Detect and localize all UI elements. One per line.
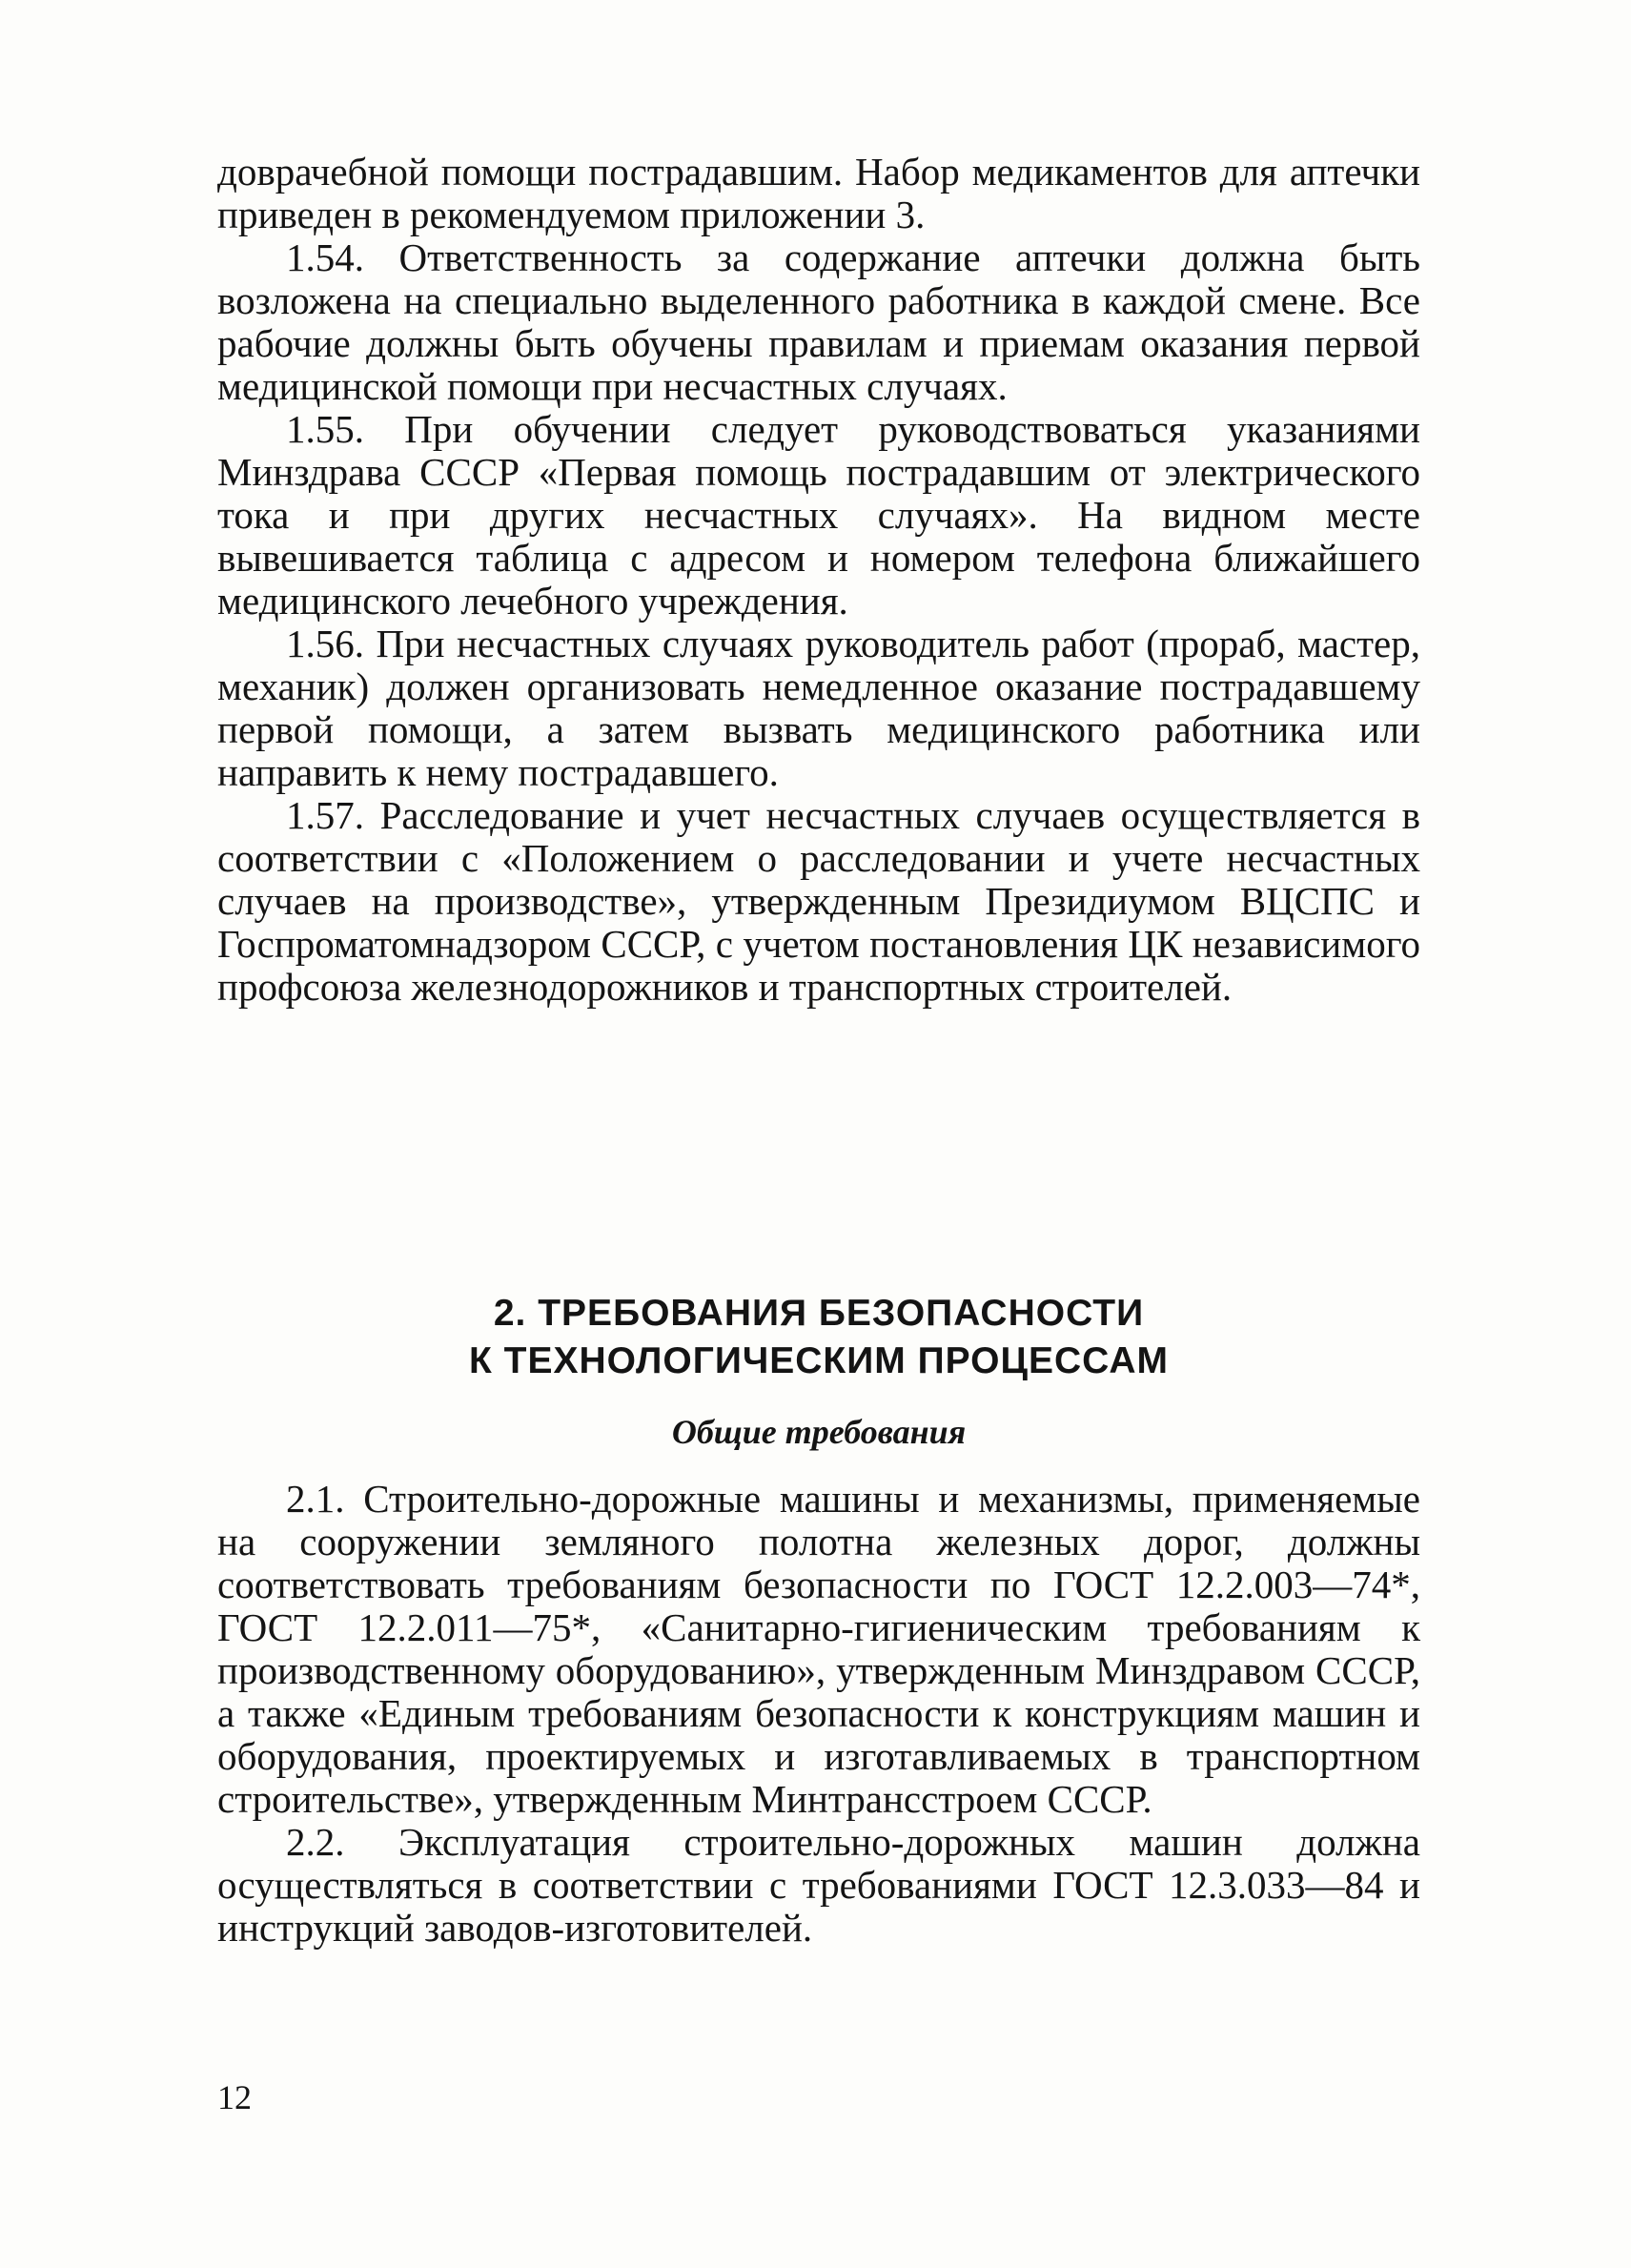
- page-number: 12: [217, 2078, 252, 2116]
- paragraph-1-57: 1.57. Расследование и учет несчастных случаев осуществляется в соответствии с «Положением о расследовании и учете несчастных случаев на производстве», утвержденным Президиумом ВЦСПС и Госпроматомнадзором СССР, с учетом постановления ЦК независимого профсоюза железнодорожников и транспортных строителей.: [217, 793, 1420, 1009]
- section-title: [217, 1290, 1420, 1385]
- paragraph-1-55: 1.55. При обучении следует руководствоваться указаниями Минздрава СССР «Первая помощь пострадавшим от электрического тока и при других несчастных случаях». На видном месте вывешивается таблица с адресом и номером телефона ближайшего медицинского лечебного учреждения.: [217, 407, 1420, 623]
- section-title-line-1: 2. ТРЕБОВАНИЯ БЕЗОПАСНОСТИ: [493, 1293, 1145, 1334]
- paragraph-2-2: 2.2. Эксплуатация строительно-дорожных машин должна осуществляться в соответствии с требованиями ГОСТ 12.3.033—84 и инструкций заводов-изготовителей.: [217, 1820, 1420, 1950]
- section-title-line-2: К ТЕХНОЛОГИЧЕСКИМ ПРОЦЕССАМ: [469, 1340, 1169, 1381]
- text-block-top: [217, 151, 1420, 1009]
- paragraph-2-1: 2.1. Строительно-дорожные машины и механизмы, применяемые на сооружении земляного полотна железных дорог, должны соответствовать требованиям безопасности по ГОСТ 12.2.003—74*, ГОСТ 12.2.011—75*, «Санитарно-гигиеническим требованиям к производственному оборудованию», утвержденным Минздравом СССР, а также «Единым требованиям безопасности к конструкциям машин и оборудования, проектируемых и изготавливаемых в транспортном строительстве», утвержденным Минтрансстроем СССР.: [217, 1477, 1420, 1821]
- paragraph-1-54: 1.54. Ответственность за содержание аптечки должна быть возложена на специально выделенного работника в каждой смене. Все рабочие должны быть обучены правилам и приемам оказания первой медицинской помощи при несчастных случаях.: [217, 235, 1420, 408]
- paragraph-1-56: 1.56. При несчастных случаях руководитель работ (прораб, мастер, механик) должен организовать немедленное оказание пострадавшему первой помощи, а затем вызвать медицинского работника или направить к нему пострадавшего.: [217, 622, 1420, 794]
- paragraph-continuation: доврачебной помощи пострадавшим. Набор медикаментов для аптечки приведен в рекомендуемом приложении 3.: [217, 150, 1420, 236]
- subsection-title: Общие требования: [671, 1413, 967, 1451]
- text-block-bottom: [217, 1478, 1420, 1950]
